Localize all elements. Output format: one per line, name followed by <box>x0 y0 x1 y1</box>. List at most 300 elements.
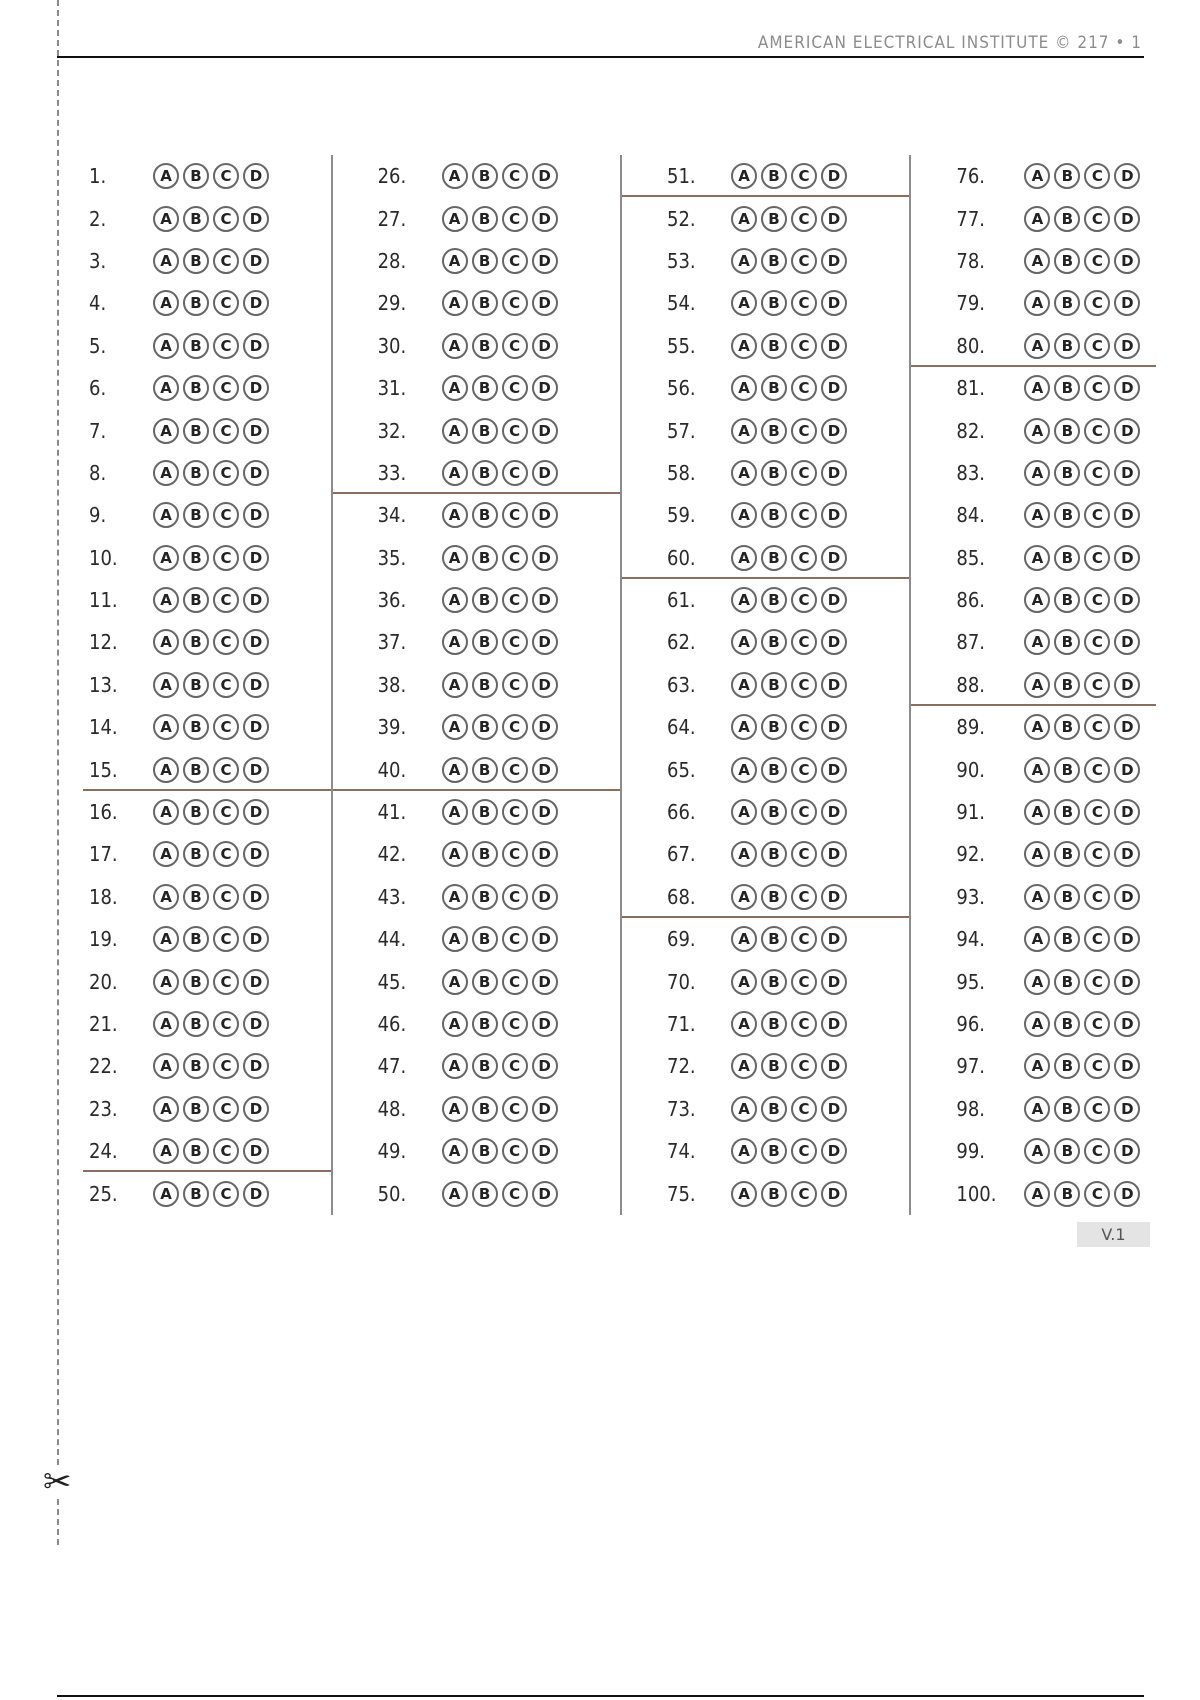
answer-bubble-d[interactable]: D <box>1114 1138 1140 1164</box>
answer-bubble-b[interactable]: B <box>183 460 209 486</box>
answer-bubble-d[interactable]: D <box>1114 1053 1140 1079</box>
answer-bubble-c[interactable]: C <box>1084 969 1110 995</box>
answer-bubble-c[interactable]: C <box>1084 502 1110 528</box>
answer-bubble-b[interactable]: B <box>183 290 209 316</box>
answer-bubble-b[interactable]: B <box>761 587 787 613</box>
answer-bubble-d[interactable]: D <box>1114 460 1140 486</box>
answer-bubble-d[interactable]: D <box>821 418 847 444</box>
answer-bubble-c[interactable]: C <box>502 375 528 401</box>
answer-bubble-d[interactable]: D <box>821 1138 847 1164</box>
answer-bubble-a[interactable]: A <box>442 1181 468 1207</box>
answer-bubble-d[interactable]: D <box>243 969 269 995</box>
answer-bubble-c[interactable]: C <box>502 926 528 952</box>
answer-bubble-a[interactable]: A <box>1024 248 1050 274</box>
answer-bubble-b[interactable]: B <box>183 1011 209 1037</box>
answer-bubble-c[interactable]: C <box>791 460 817 486</box>
answer-bubble-a[interactable]: A <box>731 757 757 783</box>
answer-bubble-c[interactable]: C <box>213 629 239 655</box>
answer-bubble-a[interactable]: A <box>1024 841 1050 867</box>
answer-bubble-d[interactable]: D <box>821 163 847 189</box>
answer-bubble-a[interactable]: A <box>731 248 757 274</box>
answer-bubble-c[interactable]: C <box>1084 884 1110 910</box>
answer-bubble-a[interactable]: A <box>153 1138 179 1164</box>
answer-bubble-a[interactable]: A <box>1024 629 1050 655</box>
answer-bubble-a[interactable]: A <box>153 502 179 528</box>
answer-bubble-b[interactable]: B <box>183 375 209 401</box>
answer-bubble-c[interactable]: C <box>791 545 817 571</box>
answer-bubble-b[interactable]: B <box>1054 1011 1080 1037</box>
answer-bubble-b[interactable]: B <box>472 206 498 232</box>
answer-bubble-c[interactable]: C <box>791 799 817 825</box>
answer-bubble-d[interactable]: D <box>532 714 558 740</box>
answer-bubble-b[interactable]: B <box>183 502 209 528</box>
answer-bubble-c[interactable]: C <box>213 1053 239 1079</box>
answer-bubble-d[interactable]: D <box>1114 799 1140 825</box>
answer-bubble-a[interactable]: A <box>153 333 179 359</box>
answer-bubble-b[interactable]: B <box>1054 418 1080 444</box>
answer-bubble-d[interactable]: D <box>532 799 558 825</box>
answer-bubble-a[interactable]: A <box>731 1138 757 1164</box>
answer-bubble-d[interactable]: D <box>243 629 269 655</box>
answer-bubble-b[interactable]: B <box>183 1053 209 1079</box>
answer-bubble-c[interactable]: C <box>1084 1053 1110 1079</box>
answer-bubble-a[interactable]: A <box>1024 1053 1050 1079</box>
answer-bubble-b[interactable]: B <box>1054 1053 1080 1079</box>
answer-bubble-d[interactable]: D <box>532 926 558 952</box>
answer-bubble-c[interactable]: C <box>213 333 239 359</box>
answer-bubble-c[interactable]: C <box>213 545 239 571</box>
answer-bubble-b[interactable]: B <box>472 375 498 401</box>
answer-bubble-c[interactable]: C <box>213 1011 239 1037</box>
answer-bubble-d[interactable]: D <box>1114 502 1140 528</box>
answer-bubble-c[interactable]: C <box>1084 1138 1110 1164</box>
answer-bubble-c[interactable]: C <box>213 841 239 867</box>
answer-bubble-b[interactable]: B <box>1054 375 1080 401</box>
answer-bubble-b[interactable]: B <box>472 799 498 825</box>
answer-bubble-b[interactable]: B <box>183 757 209 783</box>
answer-bubble-a[interactable]: A <box>1024 587 1050 613</box>
answer-bubble-a[interactable]: A <box>442 163 468 189</box>
answer-bubble-a[interactable]: A <box>731 460 757 486</box>
answer-bubble-b[interactable]: B <box>761 1053 787 1079</box>
answer-bubble-d[interactable]: D <box>1114 1181 1140 1207</box>
answer-bubble-b[interactable]: B <box>1054 926 1080 952</box>
answer-bubble-d[interactable]: D <box>243 1011 269 1037</box>
answer-bubble-a[interactable]: A <box>731 1053 757 1079</box>
answer-bubble-b[interactable]: B <box>472 502 498 528</box>
answer-bubble-d[interactable]: D <box>821 587 847 613</box>
answer-bubble-b[interactable]: B <box>761 714 787 740</box>
answer-bubble-d[interactable]: D <box>821 502 847 528</box>
answer-bubble-a[interactable]: A <box>442 969 468 995</box>
answer-bubble-b[interactable]: B <box>472 672 498 698</box>
answer-bubble-d[interactable]: D <box>532 1011 558 1037</box>
answer-bubble-c[interactable]: C <box>213 248 239 274</box>
answer-bubble-d[interactable]: D <box>243 290 269 316</box>
answer-bubble-c[interactable]: C <box>502 502 528 528</box>
answer-bubble-b[interactable]: B <box>472 163 498 189</box>
answer-bubble-d[interactable]: D <box>532 884 558 910</box>
answer-bubble-b[interactable]: B <box>761 1096 787 1122</box>
answer-bubble-d[interactable]: D <box>243 672 269 698</box>
answer-bubble-d[interactable]: D <box>532 545 558 571</box>
answer-bubble-b[interactable]: B <box>472 841 498 867</box>
answer-bubble-d[interactable]: D <box>532 375 558 401</box>
answer-bubble-b[interactable]: B <box>183 333 209 359</box>
answer-bubble-c[interactable]: C <box>213 587 239 613</box>
answer-bubble-c[interactable]: C <box>1084 841 1110 867</box>
answer-bubble-a[interactable]: A <box>153 206 179 232</box>
answer-bubble-d[interactable]: D <box>243 1053 269 1079</box>
answer-bubble-c[interactable]: C <box>791 1181 817 1207</box>
answer-bubble-d[interactable]: D <box>1114 333 1140 359</box>
answer-bubble-a[interactable]: A <box>442 460 468 486</box>
answer-bubble-d[interactable]: D <box>1114 1096 1140 1122</box>
answer-bubble-b[interactable]: B <box>1054 799 1080 825</box>
answer-bubble-d[interactable]: D <box>532 969 558 995</box>
answer-bubble-a[interactable]: A <box>731 841 757 867</box>
answer-bubble-b[interactable]: B <box>183 163 209 189</box>
answer-bubble-d[interactable]: D <box>243 375 269 401</box>
answer-bubble-a[interactable]: A <box>1024 672 1050 698</box>
answer-bubble-c[interactable]: C <box>791 248 817 274</box>
answer-bubble-c[interactable]: C <box>791 375 817 401</box>
answer-bubble-b[interactable]: B <box>183 841 209 867</box>
answer-bubble-c[interactable]: C <box>502 1138 528 1164</box>
answer-bubble-c[interactable]: C <box>791 418 817 444</box>
answer-bubble-b[interactable]: B <box>183 418 209 444</box>
answer-bubble-b[interactable]: B <box>183 248 209 274</box>
answer-bubble-b[interactable]: B <box>761 841 787 867</box>
answer-bubble-c[interactable]: C <box>502 629 528 655</box>
answer-bubble-b[interactable]: B <box>761 418 787 444</box>
answer-bubble-c[interactable]: C <box>1084 460 1110 486</box>
answer-bubble-d[interactable]: D <box>243 502 269 528</box>
answer-bubble-d[interactable]: D <box>243 545 269 571</box>
answer-bubble-d[interactable]: D <box>243 1181 269 1207</box>
answer-bubble-b[interactable]: B <box>761 248 787 274</box>
answer-bubble-b[interactable]: B <box>183 799 209 825</box>
answer-bubble-a[interactable]: A <box>1024 375 1050 401</box>
answer-bubble-a[interactable]: A <box>731 1011 757 1037</box>
answer-bubble-b[interactable]: B <box>472 1138 498 1164</box>
answer-bubble-d[interactable]: D <box>243 587 269 613</box>
answer-bubble-a[interactable]: A <box>731 333 757 359</box>
answer-bubble-d[interactable]: D <box>1114 545 1140 571</box>
answer-bubble-a[interactable]: A <box>153 714 179 740</box>
answer-bubble-a[interactable]: A <box>731 375 757 401</box>
answer-bubble-b[interactable]: B <box>761 502 787 528</box>
answer-bubble-a[interactable]: A <box>731 418 757 444</box>
answer-bubble-c[interactable]: C <box>213 799 239 825</box>
answer-bubble-a[interactable]: A <box>731 290 757 316</box>
answer-bubble-c[interactable]: C <box>1084 672 1110 698</box>
answer-bubble-d[interactable]: D <box>532 1096 558 1122</box>
answer-bubble-c[interactable]: C <box>213 375 239 401</box>
answer-bubble-a[interactable]: A <box>442 333 468 359</box>
answer-bubble-d[interactable]: D <box>1114 418 1140 444</box>
answer-bubble-a[interactable]: A <box>1024 1138 1050 1164</box>
answer-bubble-a[interactable]: A <box>442 248 468 274</box>
answer-bubble-b[interactable]: B <box>472 969 498 995</box>
answer-bubble-b[interactable]: B <box>761 884 787 910</box>
answer-bubble-c[interactable]: C <box>213 290 239 316</box>
answer-bubble-a[interactable]: A <box>153 629 179 655</box>
answer-bubble-a[interactable]: A <box>153 884 179 910</box>
answer-bubble-d[interactable]: D <box>821 1181 847 1207</box>
answer-bubble-d[interactable]: D <box>1114 969 1140 995</box>
answer-bubble-d[interactable]: D <box>243 1138 269 1164</box>
answer-bubble-b[interactable]: B <box>1054 206 1080 232</box>
answer-bubble-b[interactable]: B <box>183 714 209 740</box>
answer-bubble-c[interactable]: C <box>502 333 528 359</box>
answer-bubble-a[interactable]: A <box>1024 460 1050 486</box>
answer-bubble-b[interactable]: B <box>183 1138 209 1164</box>
answer-bubble-b[interactable]: B <box>472 460 498 486</box>
answer-bubble-b[interactable]: B <box>183 1181 209 1207</box>
answer-bubble-c[interactable]: C <box>1084 545 1110 571</box>
answer-bubble-c[interactable]: C <box>1084 206 1110 232</box>
answer-bubble-d[interactable]: D <box>1114 926 1140 952</box>
answer-bubble-a[interactable]: A <box>1024 1181 1050 1207</box>
answer-bubble-a[interactable]: A <box>153 163 179 189</box>
answer-bubble-b[interactable]: B <box>183 629 209 655</box>
answer-bubble-d[interactable]: D <box>1114 290 1140 316</box>
answer-bubble-c[interactable]: C <box>502 1011 528 1037</box>
answer-bubble-b[interactable]: B <box>472 587 498 613</box>
answer-bubble-a[interactable]: A <box>731 969 757 995</box>
answer-bubble-a[interactable]: A <box>153 926 179 952</box>
answer-bubble-c[interactable]: C <box>791 1096 817 1122</box>
answer-bubble-b[interactable]: B <box>472 884 498 910</box>
answer-bubble-b[interactable]: B <box>761 757 787 783</box>
answer-bubble-c[interactable]: C <box>502 1181 528 1207</box>
answer-bubble-a[interactable]: A <box>1024 333 1050 359</box>
answer-bubble-c[interactable]: C <box>213 969 239 995</box>
answer-bubble-c[interactable]: C <box>791 206 817 232</box>
answer-bubble-c[interactable]: C <box>1084 926 1110 952</box>
answer-bubble-d[interactable]: D <box>1114 375 1140 401</box>
answer-bubble-a[interactable]: A <box>153 841 179 867</box>
answer-bubble-a[interactable]: A <box>1024 884 1050 910</box>
answer-bubble-d[interactable]: D <box>532 206 558 232</box>
answer-bubble-b[interactable]: B <box>183 206 209 232</box>
answer-bubble-d[interactable]: D <box>532 672 558 698</box>
answer-bubble-b[interactable]: B <box>472 1181 498 1207</box>
answer-bubble-c[interactable]: C <box>502 206 528 232</box>
answer-bubble-d[interactable]: D <box>243 757 269 783</box>
answer-bubble-c[interactable]: C <box>213 1138 239 1164</box>
answer-bubble-d[interactable]: D <box>1114 841 1140 867</box>
answer-bubble-c[interactable]: C <box>502 248 528 274</box>
answer-bubble-a[interactable]: A <box>442 290 468 316</box>
answer-bubble-d[interactable]: D <box>243 418 269 444</box>
answer-bubble-b[interactable]: B <box>1054 672 1080 698</box>
answer-bubble-d[interactable]: D <box>821 545 847 571</box>
answer-bubble-d[interactable]: D <box>821 206 847 232</box>
answer-bubble-d[interactable]: D <box>243 206 269 232</box>
answer-bubble-b[interactable]: B <box>1054 757 1080 783</box>
answer-bubble-b[interactable]: B <box>183 1096 209 1122</box>
answer-bubble-b[interactable]: B <box>472 248 498 274</box>
answer-bubble-d[interactable]: D <box>821 884 847 910</box>
answer-bubble-b[interactable]: B <box>761 1138 787 1164</box>
answer-bubble-c[interactable]: C <box>502 884 528 910</box>
answer-bubble-d[interactable]: D <box>821 757 847 783</box>
answer-bubble-d[interactable]: D <box>532 333 558 359</box>
answer-bubble-a[interactable]: A <box>731 629 757 655</box>
answer-bubble-c[interactable]: C <box>213 926 239 952</box>
answer-bubble-b[interactable]: B <box>761 629 787 655</box>
answer-bubble-c[interactable]: C <box>1084 714 1110 740</box>
answer-bubble-d[interactable]: D <box>821 629 847 655</box>
answer-bubble-a[interactable]: A <box>153 1011 179 1037</box>
answer-bubble-d[interactable]: D <box>532 587 558 613</box>
answer-bubble-c[interactable]: C <box>502 290 528 316</box>
answer-bubble-d[interactable]: D <box>1114 587 1140 613</box>
answer-bubble-b[interactable]: B <box>472 629 498 655</box>
answer-bubble-a[interactable]: A <box>153 1181 179 1207</box>
answer-bubble-d[interactable]: D <box>532 841 558 867</box>
answer-bubble-c[interactable]: C <box>1084 163 1110 189</box>
answer-bubble-c[interactable]: C <box>1084 799 1110 825</box>
answer-bubble-a[interactable]: A <box>1024 969 1050 995</box>
answer-bubble-a[interactable]: A <box>442 1053 468 1079</box>
answer-bubble-a[interactable]: A <box>1024 799 1050 825</box>
answer-bubble-b[interactable]: B <box>1054 841 1080 867</box>
answer-bubble-c[interactable]: C <box>791 502 817 528</box>
answer-bubble-b[interactable]: B <box>1054 333 1080 359</box>
answer-bubble-a[interactable]: A <box>442 884 468 910</box>
answer-bubble-b[interactable]: B <box>472 418 498 444</box>
answer-bubble-a[interactable]: A <box>731 672 757 698</box>
answer-bubble-d[interactable]: D <box>1114 672 1140 698</box>
answer-bubble-b[interactable]: B <box>761 926 787 952</box>
answer-bubble-a[interactable]: A <box>153 672 179 698</box>
answer-bubble-a[interactable]: A <box>442 418 468 444</box>
answer-bubble-a[interactable]: A <box>731 799 757 825</box>
answer-bubble-a[interactable]: A <box>731 545 757 571</box>
answer-bubble-b[interactable]: B <box>1054 1138 1080 1164</box>
answer-bubble-d[interactable]: D <box>243 926 269 952</box>
answer-bubble-c[interactable]: C <box>791 587 817 613</box>
answer-bubble-b[interactable]: B <box>1054 163 1080 189</box>
answer-bubble-b[interactable]: B <box>472 333 498 359</box>
answer-bubble-a[interactable]: A <box>1024 418 1050 444</box>
answer-bubble-c[interactable]: C <box>502 841 528 867</box>
answer-bubble-b[interactable]: B <box>761 1011 787 1037</box>
answer-bubble-b[interactable]: B <box>472 545 498 571</box>
answer-bubble-a[interactable]: A <box>731 926 757 952</box>
answer-bubble-a[interactable]: A <box>442 545 468 571</box>
answer-bubble-d[interactable]: D <box>243 1096 269 1122</box>
answer-bubble-a[interactable]: A <box>1024 714 1050 740</box>
answer-bubble-b[interactable]: B <box>183 884 209 910</box>
answer-bubble-b[interactable]: B <box>1054 248 1080 274</box>
answer-bubble-d[interactable]: D <box>532 757 558 783</box>
answer-bubble-c[interactable]: C <box>791 1138 817 1164</box>
answer-bubble-a[interactable]: A <box>153 418 179 444</box>
answer-bubble-c[interactable]: C <box>1084 248 1110 274</box>
answer-bubble-c[interactable]: C <box>213 460 239 486</box>
answer-bubble-a[interactable]: A <box>731 1096 757 1122</box>
answer-bubble-b[interactable]: B <box>1054 714 1080 740</box>
answer-bubble-d[interactable]: D <box>821 375 847 401</box>
answer-bubble-d[interactable]: D <box>532 1181 558 1207</box>
answer-bubble-d[interactable]: D <box>243 248 269 274</box>
answer-bubble-c[interactable]: C <box>1084 757 1110 783</box>
answer-bubble-a[interactable]: A <box>153 587 179 613</box>
answer-bubble-b[interactable]: B <box>1054 460 1080 486</box>
answer-bubble-d[interactable]: D <box>532 290 558 316</box>
answer-bubble-a[interactable]: A <box>442 375 468 401</box>
answer-bubble-c[interactable]: C <box>791 672 817 698</box>
answer-bubble-c[interactable]: C <box>791 1011 817 1037</box>
answer-bubble-a[interactable]: A <box>1024 926 1050 952</box>
answer-bubble-b[interactable]: B <box>1054 1096 1080 1122</box>
answer-bubble-b[interactable]: B <box>761 206 787 232</box>
answer-bubble-b[interactable]: B <box>472 714 498 740</box>
answer-bubble-c[interactable]: C <box>1084 1011 1110 1037</box>
answer-bubble-d[interactable]: D <box>243 714 269 740</box>
answer-bubble-a[interactable]: A <box>1024 502 1050 528</box>
answer-bubble-b[interactable]: B <box>761 545 787 571</box>
answer-bubble-a[interactable]: A <box>1024 206 1050 232</box>
answer-bubble-c[interactable]: C <box>791 629 817 655</box>
answer-bubble-c[interactable]: C <box>502 545 528 571</box>
answer-bubble-d[interactable]: D <box>243 333 269 359</box>
answer-bubble-b[interactable]: B <box>761 799 787 825</box>
answer-bubble-b[interactable]: B <box>472 1011 498 1037</box>
answer-bubble-d[interactable]: D <box>532 460 558 486</box>
answer-bubble-d[interactable]: D <box>1114 884 1140 910</box>
answer-bubble-c[interactable]: C <box>502 460 528 486</box>
answer-bubble-a[interactable]: A <box>153 248 179 274</box>
answer-bubble-a[interactable]: A <box>1024 757 1050 783</box>
answer-bubble-b[interactable]: B <box>183 587 209 613</box>
answer-bubble-a[interactable]: A <box>1024 1096 1050 1122</box>
answer-bubble-a[interactable]: A <box>153 969 179 995</box>
answer-bubble-c[interactable]: C <box>213 1096 239 1122</box>
answer-bubble-c[interactable]: C <box>502 672 528 698</box>
answer-bubble-a[interactable]: A <box>1024 1011 1050 1037</box>
answer-bubble-c[interactable]: C <box>213 418 239 444</box>
answer-bubble-a[interactable]: A <box>442 1096 468 1122</box>
answer-bubble-d[interactable]: D <box>821 333 847 359</box>
answer-bubble-c[interactable]: C <box>791 163 817 189</box>
answer-bubble-d[interactable]: D <box>532 502 558 528</box>
answer-bubble-c[interactable]: C <box>213 672 239 698</box>
answer-bubble-b[interactable]: B <box>1054 587 1080 613</box>
answer-bubble-b[interactable]: B <box>472 757 498 783</box>
answer-bubble-b[interactable]: B <box>761 333 787 359</box>
answer-bubble-c[interactable]: C <box>1084 629 1110 655</box>
answer-bubble-c[interactable]: C <box>791 290 817 316</box>
answer-bubble-a[interactable]: A <box>442 757 468 783</box>
answer-bubble-d[interactable]: D <box>1114 757 1140 783</box>
answer-bubble-d[interactable]: D <box>1114 714 1140 740</box>
answer-bubble-c[interactable]: C <box>213 1181 239 1207</box>
answer-bubble-a[interactable]: A <box>442 1011 468 1037</box>
answer-bubble-a[interactable]: A <box>1024 163 1050 189</box>
answer-bubble-d[interactable]: D <box>1114 248 1140 274</box>
answer-bubble-d[interactable]: D <box>1114 206 1140 232</box>
answer-bubble-c[interactable]: C <box>1084 418 1110 444</box>
answer-bubble-b[interactable]: B <box>1054 969 1080 995</box>
answer-bubble-a[interactable]: A <box>731 714 757 740</box>
answer-bubble-a[interactable]: A <box>442 629 468 655</box>
answer-bubble-b[interactable]: B <box>1054 545 1080 571</box>
